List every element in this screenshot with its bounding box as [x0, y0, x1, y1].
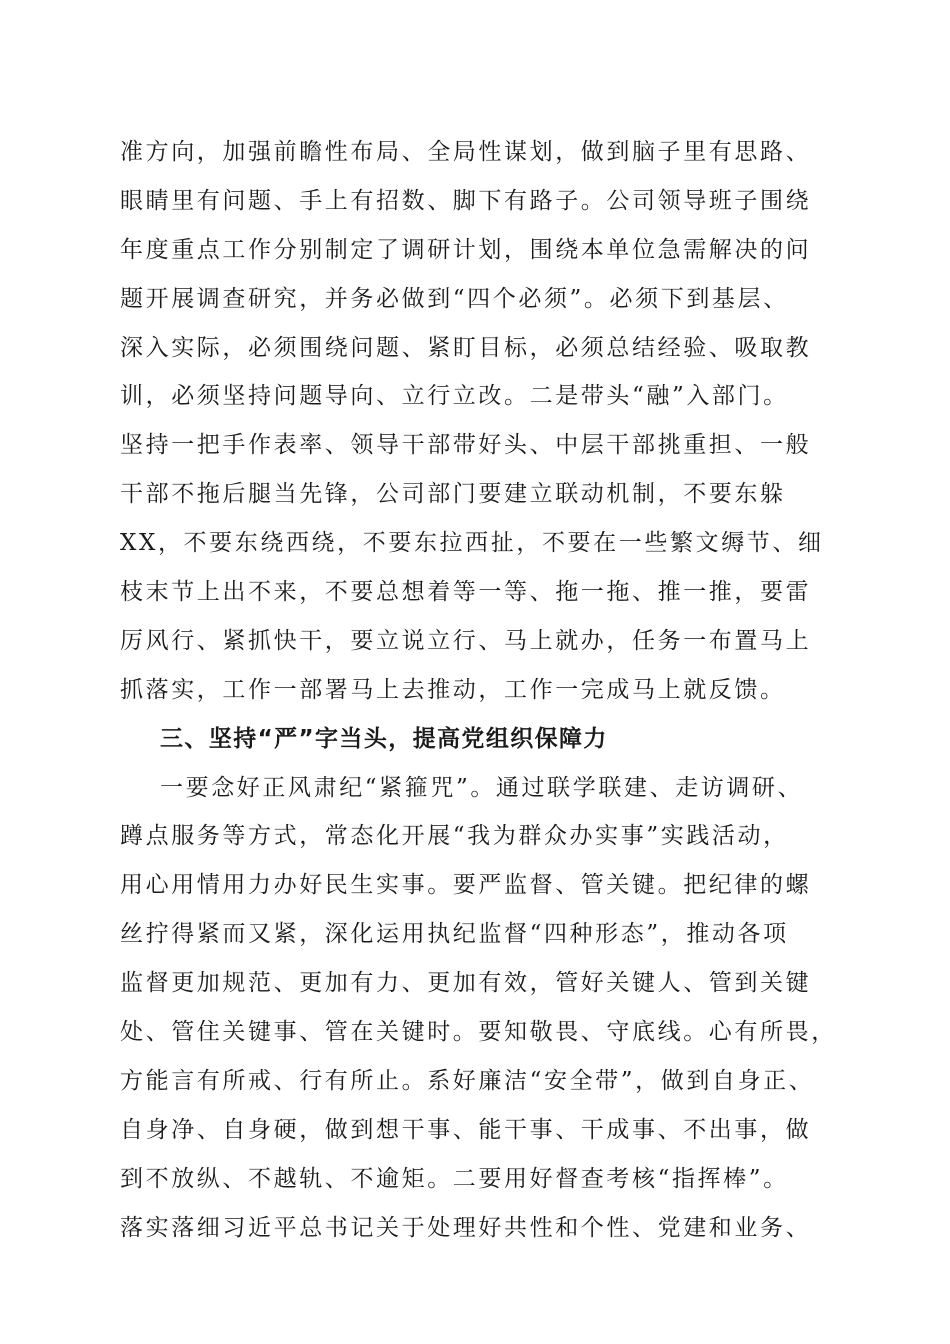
paragraph-line: 用心用情用力办好民生实事。要严监督、管关键。把纪律的螺 [120, 872, 812, 899]
paragraph-line: 抓落实，工作一部署马上去推动，工作一完成马上就反馈。 [120, 676, 786, 703]
body-text [120, 128, 840, 1252]
paragraph-line: 方能言有所戒、行有所止。系好廉洁“安全带”，做到自身正、 [120, 1067, 815, 1094]
paragraph-line: 干部不拖后腿当先锋，公司部门要建立联动机制，不要东躲 [120, 481, 786, 508]
paragraph-line: 厉风行、紧抓快干，要立说立行、马上就办，任务一布置马上 [120, 627, 812, 654]
paragraph-line: 蹲点服务等方式，常态化开展“我为群众办实事”实践活动， [120, 823, 789, 850]
paragraph-line: 自身净、自身硬，做到想干事、能干事、干成事、不出事，做 [120, 1116, 812, 1143]
paragraph-line: 丝拧得紧而又紧，深化运用执纪监督“四种形态”，推动各项 [120, 921, 789, 948]
paragraph-line: 枝末节上出不来，不要总想着等一等、拖一拖、推一推，要雷 [120, 579, 812, 606]
section-heading: 三、坚持“严”字当头，提高党组织保障力 [160, 725, 608, 752]
paragraph-line: 到不放纵、不越轨、不逾矩。二要用好督查考核“指挥棒”。 [120, 1165, 789, 1192]
paragraph-line: 监督更加规范、更加有力、更加有效，管好关键人、管到关键 [120, 970, 812, 997]
paragraph-line: 准方向，加强前瞻性布局、全局性谋划，做到脑子里有思路、 [120, 139, 812, 165]
paragraph-line: 处、管住关键事、管在关键时。要知敬畏、守底线。心有所畏， [120, 1019, 837, 1046]
paragraph-line: 训，必须坚持问题导向、立行立改。二是带头“融”入部门。 [120, 383, 789, 410]
paragraph-line: 题开展调查研究，并务必做到“四个必须”。必须下到基层、 [120, 285, 789, 312]
paragraph-line: 年度重点工作分别制定了调研计划，围绕本单位急需解决的问 [120, 236, 812, 263]
paragraph-line: 一要念好正风肃纪“紧箍咒”。通过联学联建、走访调研、 [160, 774, 804, 801]
paragraph-line: 坚持一把手作表率、领导干部带好头、中层干部挑重担、一般 [120, 432, 812, 459]
paragraph-line: 眼睛里有问题、手上有招数、脚下有路子。公司领导班子围绕 [120, 187, 812, 214]
paragraph-line: 落实落细习近平总书记关于处理好共性和个性、党建和业务、 [120, 1214, 812, 1241]
paragraph-line: XX，不要东绕西绕，不要东拉西扯，不要在一些繁文缛节、细 [120, 530, 824, 557]
paragraph-line: 深入实际，必须围绕问题、紧盯目标，必须总结经验、吸取教 [120, 334, 812, 361]
